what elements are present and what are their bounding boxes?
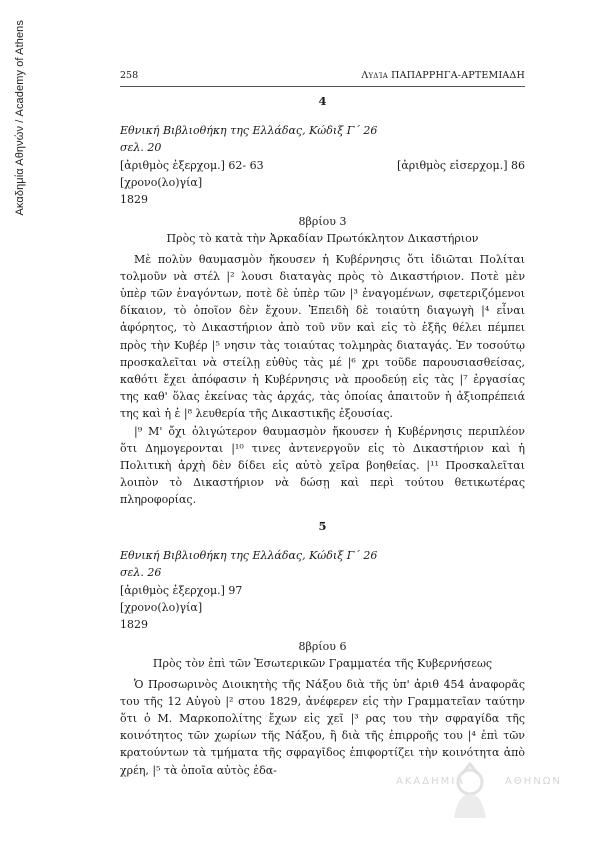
year: 1829 <box>120 193 148 207</box>
source-citation: Εθνική Βιβλιοθήκη της Ελλάδας, Κώδιξ Γ΄ 26 <box>120 549 378 563</box>
header-rule <box>120 86 525 87</box>
archive-sidebar-label: Ακαδημία Αθηνών / Academy of Athens <box>14 20 26 216</box>
document-number: 4 <box>318 94 327 108</box>
document-5 <box>120 518 525 779</box>
watermark-text-right: ΑΘΗΝΩΝ <box>505 776 562 787</box>
source-page: σελ. 20 <box>120 141 162 155</box>
running-header <box>120 70 525 81</box>
document-number: 5 <box>318 519 327 533</box>
chronology-label: [χρονο(λο)γία] <box>120 175 203 189</box>
letter-paragraph: |⁹ Μ' ὄχι ὀλιγώτερον θαυμασμὸν ἤκουσεν ἡ Κυβέρνησις περιπλέον ὅτι Δημογερονται |¹⁰ τινες ἀντενεργοῦν εἰς τὸ Δικαστήριον καὶ ἡ Πολιτικὴ ἀρχὴ δὲν δίδει εἰς αὐτὸ χεῖρα βοηθείας. |¹¹ Προσκαλεῖται λοιπὸν τὸ Δικαστήριον νὰ δώσῃ καὶ περὶ τούτου θετικωτέρας πληροφορίας. <box>120 424 525 507</box>
letter-date: 8βρίου 6 <box>298 640 347 654</box>
letter-paragraph: Ὁ Προσωρινὸς Διοικητὴς τῆς Νάξου διὰ τῆς ὑπ' ἀριθ 454 ἀναφορᾶς του τῆς 12 Αὐγοὺ |² στου 1829, ἀνέφερεν εἰς τὴν Γραμματεῖαν ταύτην ὅτι ὁ Μ. Μαρκοπολίτης ἔχων εἰς χεῖ |³ ρας του τὴν σφραγίδα τῆς κοινότητος τῶν χωρίων τῆς Νάξου, ἢ διὰ τῆς ἐπιρροῆς του |⁴ ἐπὶ τῶν κρατούντων τὰ τμήματα τῆς σφραγῖδος ἐπιφορτίζει τὴν κοινότητα ἀπὸ χρέη, |⁵ τὰ ὁποῖα αὐτὸς ἐδα- <box>120 677 525 777</box>
year: 1829 <box>120 618 148 632</box>
watermark-text-left: ΑΚΑΔΗΜΙΑ <box>396 776 466 787</box>
letter-title: Πρὸς τὸν ἐπὶ τῶν Ἐσωτερικῶν Γραμματέα τῆς Κυβερνήσεως <box>152 657 493 671</box>
letter-title: Πρὸς τὸ κατὰ τὴν Ἀρκαδίαν Πρωτόκλητον Δικαστήριον <box>166 232 479 246</box>
letter-paragraph: Μὲ πολὺν θαυμασμὸν ἤκουσεν ἡ Κυβέρνησις ὅτι ἰδιῶται Πολίται τολμοῦν νὰ στέλ |² λουσι διαταγὰς πρὸς τὸ Δικαστήριον. Ποτὲ μὲν ὑπὲρ τῶν ἐναγόντων, ποτὲ δὲ ὑπὲρ τῶν |³ ἐναγομένων, σφετεριζόμενοι δίκαιον, τὸ ὁποῖον δὲν ἔχουν. Ἐπειδὴ δὲ τοιαύτη διαγωγὴ |⁴ εἶναι ἀφόρητος, τὸ Δικαστήριον ἀπὸ τοῦ νῦν καὶ εἰς τὸ ἑξῆς θέλει πέμπει πρὸς τὴν Κυβέρ |⁵ νησιν τὰς τοιαύτας τολμηρὰς διαταγάς. Ἐν τοσούτῳ προσκαλεῖται νὰ στείλῃ εὐθὺς τὰς μέ |⁶ χρι τοῦδε παρουσιασθείσας, καθότι ἔχει ἀπόφασιν ἡ Κυβέρνησις νὰ προοδεύῃ εἰς τὰς |⁷ ἐργασίας της καθ' ὅλας ἐκείνας τὰς ἀρχάς, τὰς ὁποίας ἀπαιτοῦν ἡ ἀξιοπρέπειά της καὶ ἡ ἐ |⁸ λευθερία τῆς Δικαστικῆς ἐξουσίας. <box>120 252 525 421</box>
letter-date: 8βρίου 3 <box>298 215 347 229</box>
outgoing-number: [ἀριθμὸς ἐξερχομ.] 97 <box>120 583 243 597</box>
source-citation: Εθνική Βιβλιοθήκη της Ελλάδας, Κώδιξ Γ΄ 26 <box>120 124 378 138</box>
academy-watermark-icon <box>440 760 500 820</box>
chronology-label: [χρονο(λο)γία] <box>120 600 203 614</box>
source-page: σελ. 26 <box>120 566 162 580</box>
outgoing-number: [ἀριθμὸς ἐξερχομ.] 62- 63 <box>120 158 264 172</box>
document-4 <box>120 93 525 509</box>
incoming-number: [ἀριθμὸς εἰσερχομ.] 86 <box>397 158 525 172</box>
page-number: 258 <box>120 70 139 81</box>
header-author: Λυδία ΠΑΠΑΡΡΗΓΑ-ΑΡΤΕΜΙΑΔΗ <box>361 70 525 81</box>
